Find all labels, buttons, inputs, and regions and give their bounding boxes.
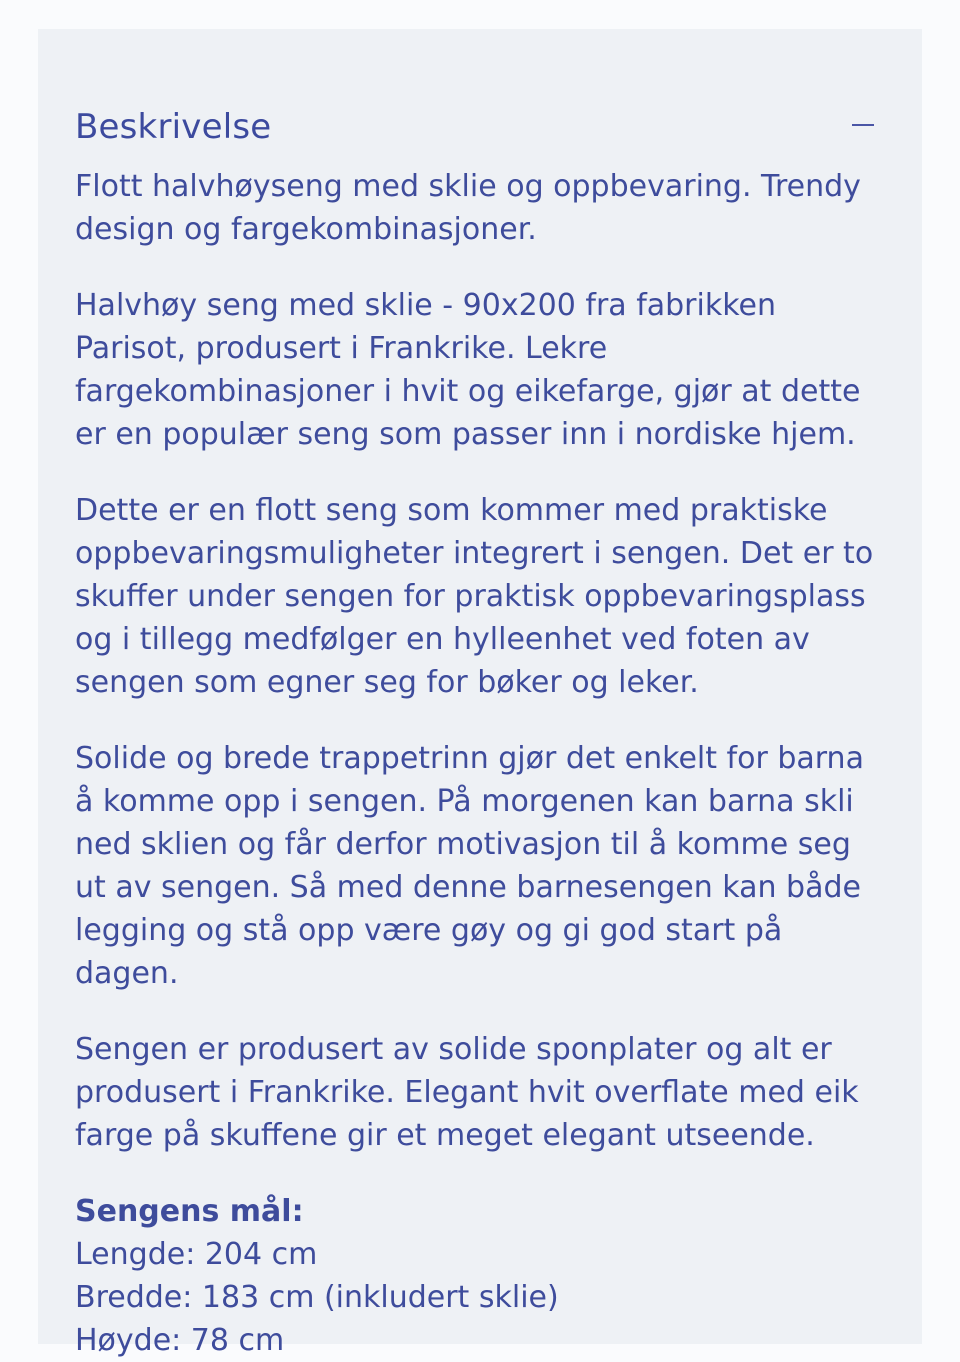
bed-dimensions bbox=[75, 1190, 886, 1362]
description-paragraph-1: Flott halvhøyseng med sklie og oppbevaring. Trendy design og fargekombinasjoner. bbox=[75, 169, 861, 247]
panel-title: Beskrivelse bbox=[75, 107, 272, 147]
description-paragraph-2: Halvhøy seng med sklie - 90x200 fra fabrikken Parisot, produsert i Frankrike. Lekre fargekombinasjoner i hvit og eikefarge, gjør at dette er en populær seng som passer inn i nordiske hjem. bbox=[75, 288, 861, 452]
minus-icon bbox=[852, 124, 874, 126]
description-content bbox=[75, 165, 886, 1362]
dimensions-heading: Sengens mål: bbox=[75, 1194, 304, 1229]
description-paragraph-5: Sengen er produsert av solide sponplater og alt er produsert i Frankrike. Elegant hvit overflate med eik farge på skuffene gir et meget elegant utseende. bbox=[75, 1032, 859, 1153]
dimension-width: Bredde: 183 cm (inkludert sklie) bbox=[75, 1280, 559, 1315]
description-panel bbox=[38, 29, 922, 1358]
dimension-length: Lengde: 204 cm bbox=[75, 1237, 318, 1272]
collapse-button[interactable] bbox=[850, 111, 878, 139]
panel-header[interactable] bbox=[75, 105, 886, 149]
description-paragraph-4: Solide og brede trappetrinn gjør det enkelt for barna å komme opp i sengen. På morgenen kan barna skli ned sklien og får derfor motivasjon til å komme seg ut av sengen. Så med denne barnesengen kan både legging og stå opp være gøy og gi god start på dagen. bbox=[75, 741, 864, 991]
description-paragraph-3: Dette er en flott seng som kommer med praktiske oppbevaringsmuligheter integrert i sengen. Det er to skuffer under sengen for praktisk oppbevaringsplass og i tillegg medfølger en hylleenhet ved foten av sengen som egner seg for bøker og leker. bbox=[75, 493, 874, 700]
dimension-height: Høyde: 78 cm bbox=[75, 1323, 285, 1358]
